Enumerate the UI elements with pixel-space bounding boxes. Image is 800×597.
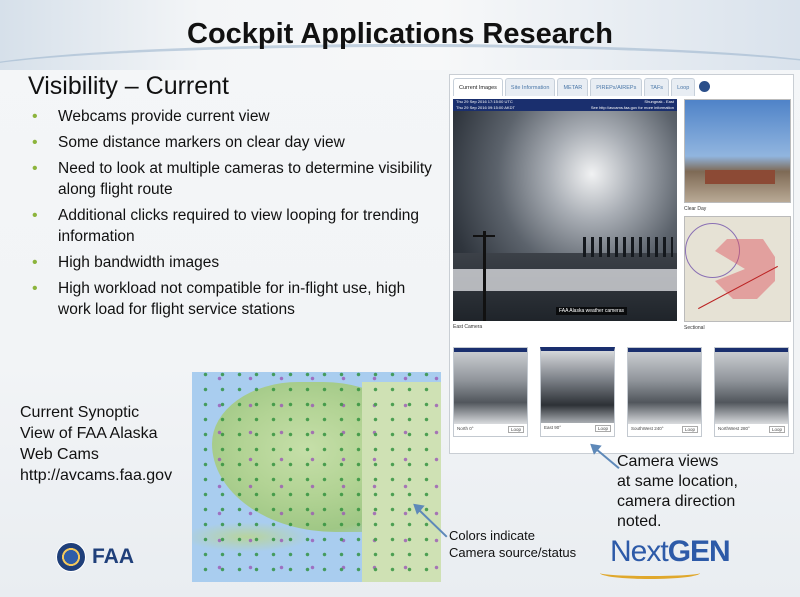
- thumbnail-image: [541, 351, 614, 423]
- camera-note-line: at same location,: [617, 473, 738, 490]
- nextgen-logo-next: Next: [610, 535, 668, 568]
- camera-note: [617, 452, 738, 532]
- bullet-item: • High bandwidth images: [30, 252, 440, 273]
- thumbnail-degrees: 280°: [740, 426, 750, 431]
- thumbnail-footer: [454, 424, 527, 435]
- main-camera-caption: East Camera: [453, 324, 483, 330]
- synoptic-url[interactable]: http://avcams.faa.gov: [20, 467, 173, 484]
- thumbnail-east[interactable]: [540, 347, 615, 437]
- thumbnail-label: [718, 426, 750, 433]
- thumbnail-north[interactable]: [453, 347, 528, 437]
- thumbnail-label: [457, 426, 474, 433]
- bullet-item: • Some distance markers on clear day view: [30, 132, 440, 153]
- thumbnail-image: [715, 352, 788, 424]
- thumbnail-direction: North: [457, 426, 469, 431]
- main-camera-image[interactable]: [453, 99, 677, 321]
- colors-note-line: Colors indicate: [449, 528, 535, 543]
- thumbnail-southwest[interactable]: [627, 347, 702, 437]
- webcam-tabs: [453, 78, 712, 96]
- camera-roof: [453, 269, 677, 291]
- thumbnail-degrees: 240°: [654, 426, 664, 431]
- loop-button[interactable]: Loop: [769, 426, 785, 433]
- thumbnail-direction: East: [544, 425, 554, 430]
- utility-pole: [483, 231, 486, 321]
- loop-button[interactable]: Loop: [595, 425, 611, 432]
- faa-seal-icon: [56, 542, 86, 572]
- colors-note-line: Camera source/status: [449, 545, 577, 560]
- nextgen-swoosh: [600, 567, 700, 579]
- camera-time-utc: Thu 29 Sep 2016 17:15:00 UTC: [456, 99, 513, 104]
- thumbnail-direction: NorthWest: [718, 426, 740, 431]
- sectional-caption: Sectional: [684, 325, 705, 331]
- camera-site-markers: [192, 372, 441, 582]
- bullet-item: • High workload not compatible for in-flight use, high work load for flight service stations: [30, 278, 440, 320]
- camera-site-note: See http://avcams.faa.gov for more information: [590, 105, 674, 110]
- utility-pole-bar: [473, 235, 495, 237]
- camera-header: [453, 99, 677, 111]
- nextgen-logo: [610, 535, 730, 569]
- thumbnail-footer: [541, 423, 614, 434]
- tab-pireps[interactable]: PIREPs/AIREPs: [590, 78, 642, 96]
- synoptic-caption: [20, 402, 172, 486]
- camera-sky: [453, 111, 677, 321]
- globe-icon[interactable]: [699, 81, 710, 92]
- thumbnail-degrees: 90°: [554, 425, 562, 430]
- thumbnail-label: [544, 425, 561, 432]
- tab-tafs[interactable]: TAFs: [644, 78, 669, 96]
- faa-logo: [56, 542, 134, 572]
- camera-site-name: Shungnak - East: [644, 99, 674, 104]
- tab-metar[interactable]: METAR: [557, 78, 588, 96]
- webcam-panel: [449, 74, 794, 454]
- loop-button[interactable]: Loop: [682, 426, 698, 433]
- camera-time-local: Thu 29 Sep 2016 09:15:00 AKDT: [456, 105, 515, 110]
- bullet-item: • Webcams provide current view: [30, 106, 440, 127]
- thumbnail-image: [628, 352, 701, 424]
- synoptic-line: Web Cams: [20, 446, 99, 463]
- bullet-list: [30, 106, 440, 325]
- camera-note-line: noted.: [617, 513, 662, 530]
- clear-day-caption: Clear Day: [684, 206, 707, 212]
- slide-title: Cockpit Applications Research: [187, 18, 613, 50]
- thumbnail-footer: [628, 424, 701, 435]
- thumbnail-label: [631, 426, 664, 433]
- camera-note-line: camera direction: [617, 493, 736, 510]
- synoptic-line: Current Synoptic: [20, 404, 140, 421]
- sectional-chart-image[interactable]: [684, 216, 791, 322]
- loop-button[interactable]: Loop: [508, 426, 524, 433]
- camera-badge: FAA Alaska weather cameras: [556, 307, 627, 315]
- bullet-item: • Need to look at multiple cameras to determine visibility along flight route: [30, 158, 440, 200]
- thumbnail-image: [454, 352, 527, 424]
- clear-day-image[interactable]: [684, 99, 791, 203]
- thumbnail-degrees: 0°: [469, 426, 474, 431]
- nextgen-logo-gen: GEN: [667, 535, 730, 568]
- camera-note-line: Camera views: [617, 453, 719, 470]
- tab-site-information[interactable]: Site Information: [505, 78, 556, 96]
- camera-trees: [583, 237, 673, 257]
- faa-logo-text: FAA: [92, 545, 134, 568]
- slide-subtitle: Visibility – Current: [28, 72, 230, 100]
- synoptic-line: View of FAA Alaska: [20, 425, 158, 442]
- thumbnail-footer: [715, 424, 788, 435]
- bullet-item: • Additional clicks required to view looping for trending information: [30, 205, 440, 247]
- tab-loop[interactable]: Loop: [671, 78, 695, 96]
- tab-current-images[interactable]: Current Images: [453, 78, 503, 96]
- alaska-webcam-map[interactable]: [192, 372, 441, 582]
- colors-note: [449, 527, 576, 561]
- clear-day-building: [705, 170, 775, 184]
- thumbnail-direction: SouthWest: [631, 426, 653, 431]
- thumbnail-northwest[interactable]: [714, 347, 789, 437]
